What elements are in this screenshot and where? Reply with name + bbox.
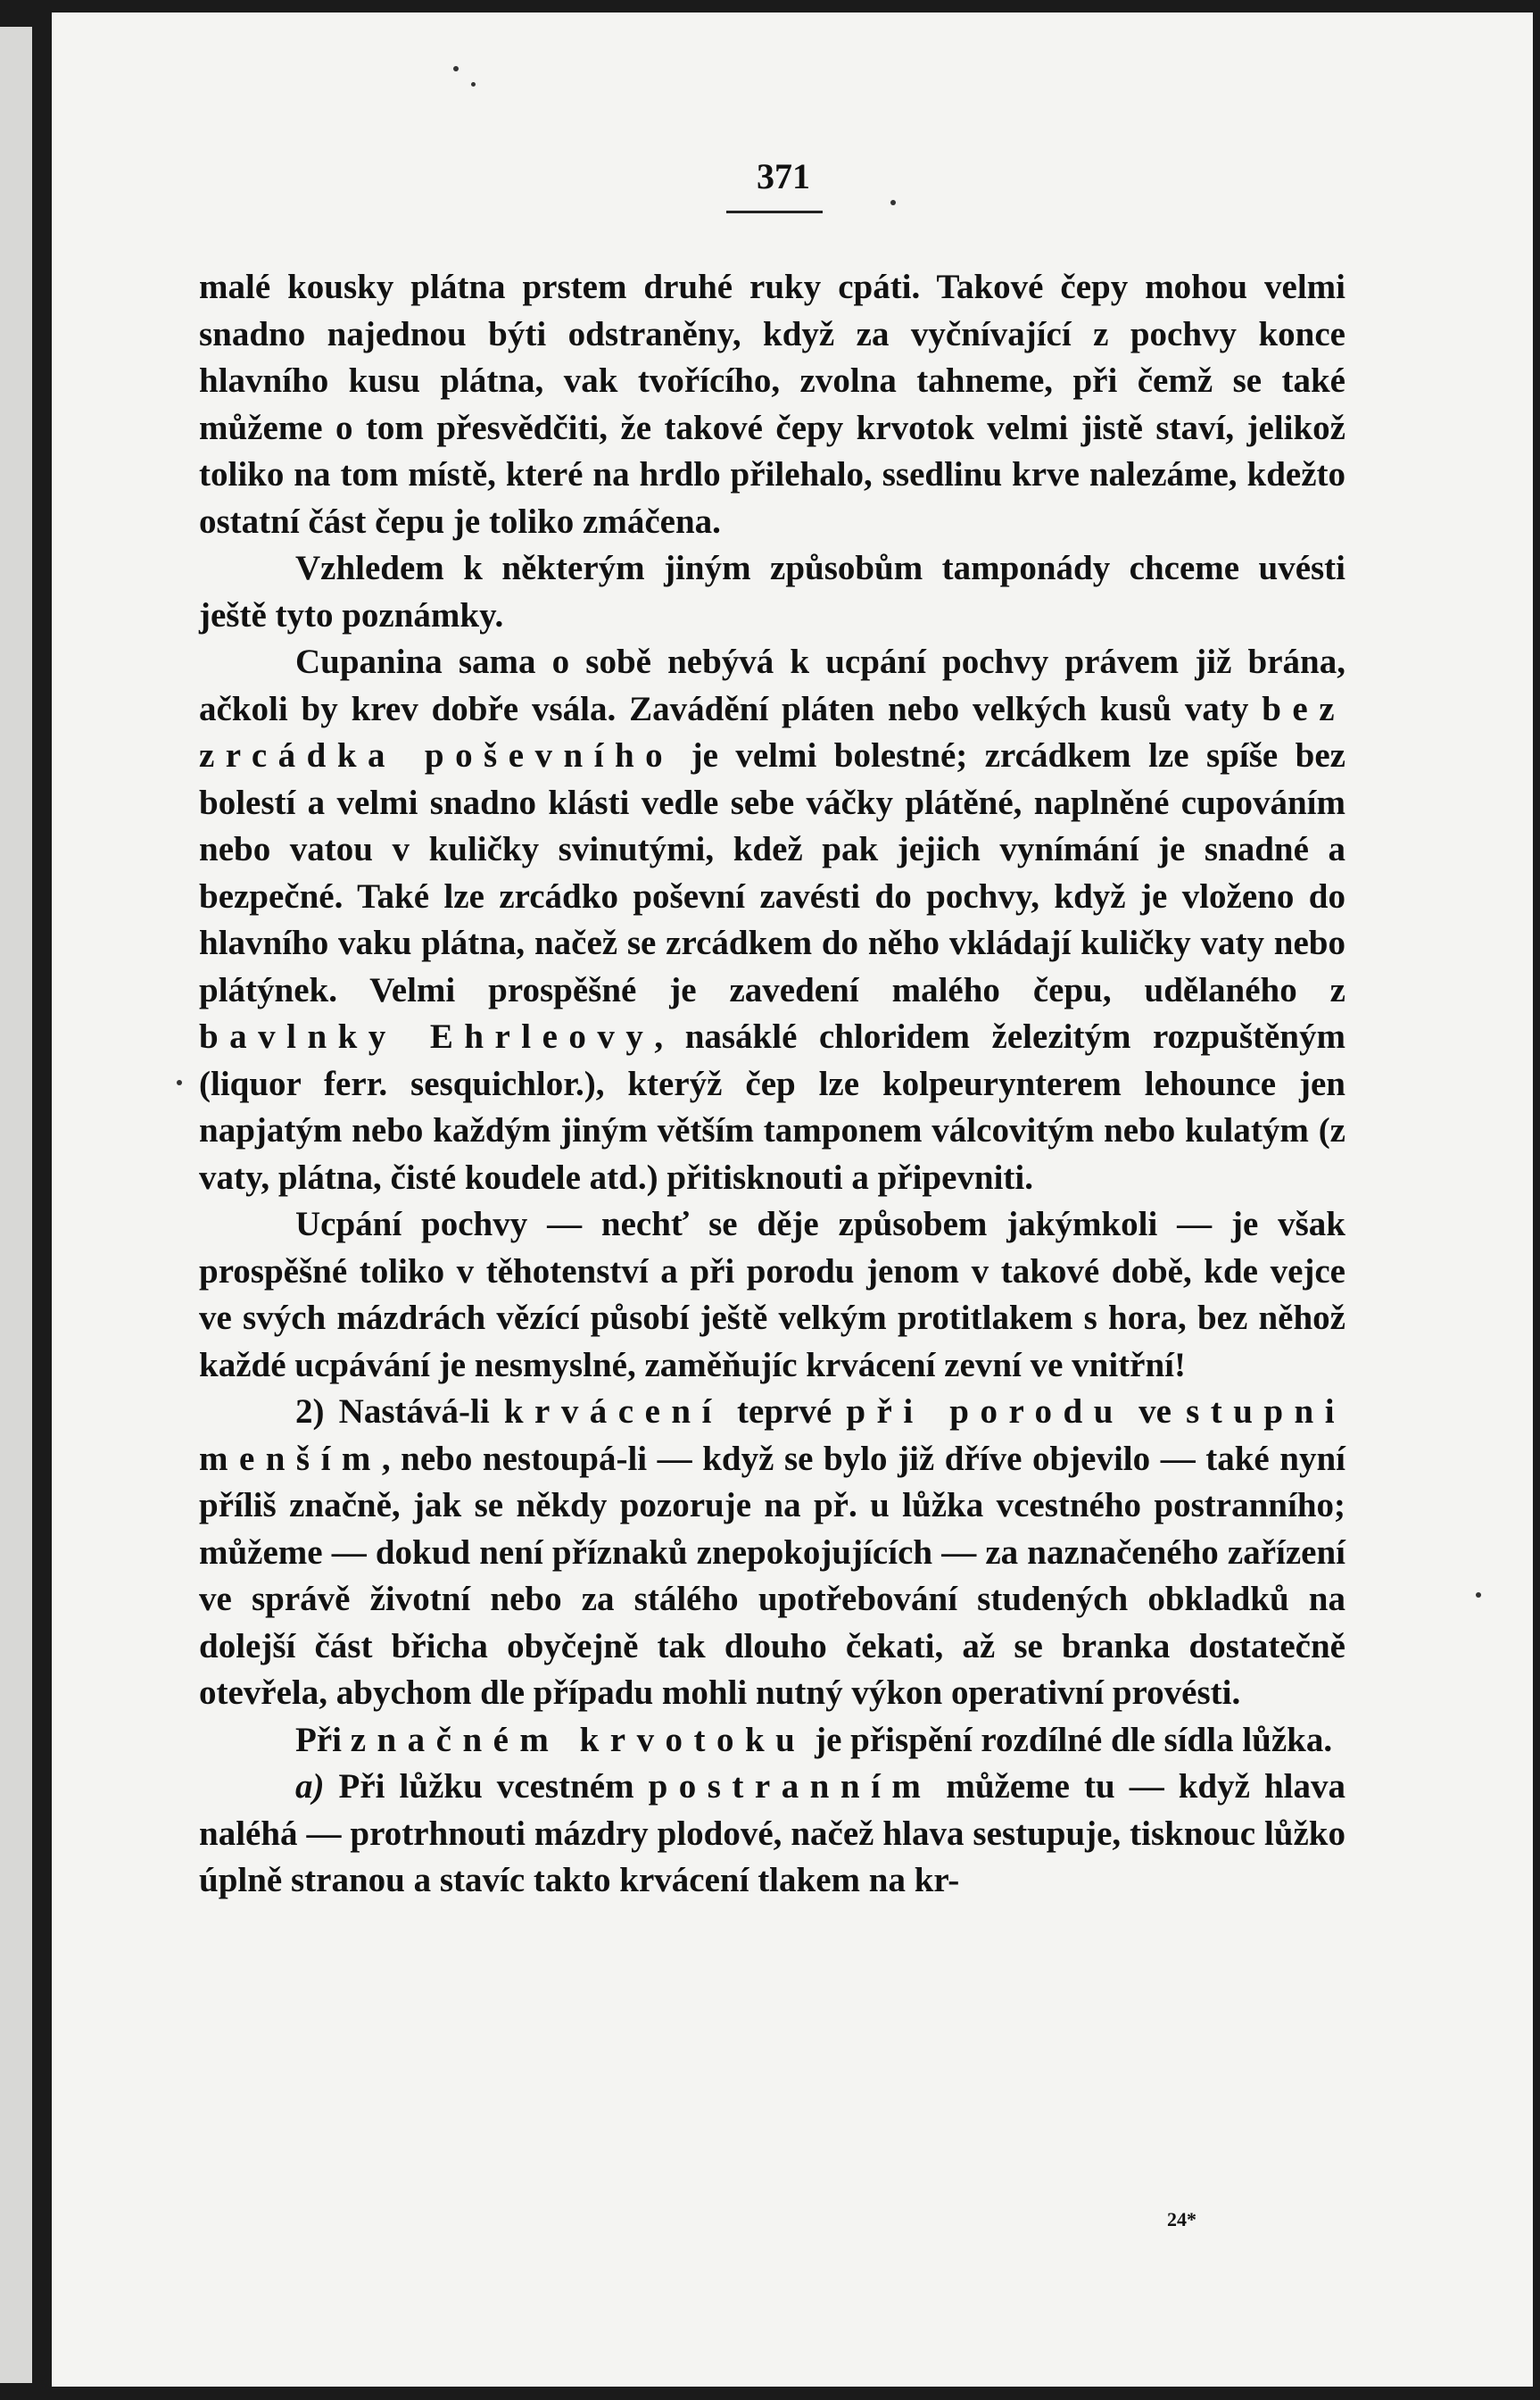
emphasized-text: postranním [648,1767,932,1806]
text-segment: , nebo nestoupá-li — když se bylo již dříve objevilo — také nyní příliš značně, jak se někdy pozoruje na př. u lůžka vcestného postranního; můžeme — dokud není příznaků znepokojujících — za naznačeného zařízení ve správě životní nebo za stálého upotřebování studených obkladků na dolejší část břicha obyčejně tak dlouho čekati, až se branka dostatečně otevřela, abychom dle případu mohli nutný výkon operativní provésti. [199,1439,1345,1712]
scan-speck [1476,1592,1481,1598]
text-segment: Ucpání pochvy — nechť se děje způsobem jakýmkoli — je však prospěšné toliko v těhotenství a při porodu jenom v takové době, kde vejce ve svých mázdrách vězící působí ještě velkým protitlakem s hora, bez něhož každé ucpávání je nesmyslné, zaměňujíc krvácení zevní ve vnitřní! [199,1205,1345,1384]
body-text [199,264,1345,1905]
text-segment: můžeme tu — když hlava naléhá — protrhnouti mázdry plodové, načež hlava sestupuje, tisknouc lůžko úplně stranou a stavíc takto krvácení tlakem na kr- [199,1767,1345,1899]
item-label: a) [295,1767,325,1806]
paragraph [199,1389,1345,1717]
text-segment: , nasáklé chloridem železitým rozpuštěným (liquor ferr. sesquichlor.), kterýž čep lze kolpeurynterem lehounce jen napjatým nebo každým jiným větším tamponem válcovitým nebo kulatým (z vaty, plátna, čisté koudele atd.) přitisknouti a připevniti. [199,1017,1345,1197]
paragraph [199,1717,1345,1765]
page-number-underline [726,211,823,213]
emphasized-text: bavlnky Ehrleovy [199,1017,655,1056]
scan-speck [471,82,476,87]
emphasized-text: krvácení [503,1392,723,1431]
text-segment: Při [295,1720,351,1759]
paragraph [199,1764,1345,1905]
book-page [52,12,1533,2387]
emphasized-text: stupni menším [199,1392,1346,1478]
scan-speck [453,66,459,71]
adjacent-page-edge [0,27,32,2383]
text-segment: je přispění rozdílné dle sídla lůžka. [806,1720,1333,1759]
emphasized-text: při porodu [846,1392,1124,1431]
scan-speck [177,1080,182,1085]
text-segment: ve [1123,1392,1187,1431]
text-segment: je velmi bolestné; zrcádkem lze spíše bez bolestí a velmi snadno klásti vedle sebe váčky plátěné, naplněné cupováním nebo vatou v kuličky svinutými, kdež pak jejich vynímání je snadné a bezpečné. Také lze zrcádko poševní zavésti do pochvy, když je vloženo do hlavního vaku plátna, načež se zrcádkem do něho vkládají kuličky vaty nebo plátýnek. Velmi prospěšné je zavedení malého čepu, udělaného z [199,736,1345,1009]
paragraph [199,264,1345,545]
page-number: 371 [757,156,810,196]
text-segment: malé kousky plátna prstem druhé ruky cpáti. Takové čepy mohou velmi snadno najednou býti odstraněny, když za vyčnívající z pochvy konce hlavního kusu plátna, vak tvořícího, zvolna tahneme, při čemž se také můžeme o tom přesvědčiti, že takové čepy krvotok velmi jistě staví, jelikož toliko na tom místě, které na hrdlo přilehalo, ssedlinu krve nalezáme, kdežto ostatní část čepu je toliko zmáčena. [199,268,1345,541]
scan-speck [890,200,896,205]
text-segment: teprvé [722,1392,847,1431]
text-segment: Vzhledem k některým jiným způsobům tamponády chceme uvésti ještě tyto poznámky. [199,549,1345,635]
paragraph [199,545,1345,639]
emphasized-text: bez zrcádka poševního [199,689,1345,775]
paragraph [199,1201,1345,1389]
emphasized-text: značném krvotoku [350,1720,807,1759]
text-segment: Cupanina sama o sobě nebývá k ucpání pochvy právem již brána, ačkoli by krev dobře vsála. Zavádění pláten nebo velkých kusů vaty [199,643,1345,728]
text-segment: 2) Nastává-li [295,1392,504,1431]
text-segment: Při lůžku vcestném [324,1767,649,1806]
printer-signature-mark: 24* [1167,2208,1196,2230]
paragraph [199,639,1345,1201]
